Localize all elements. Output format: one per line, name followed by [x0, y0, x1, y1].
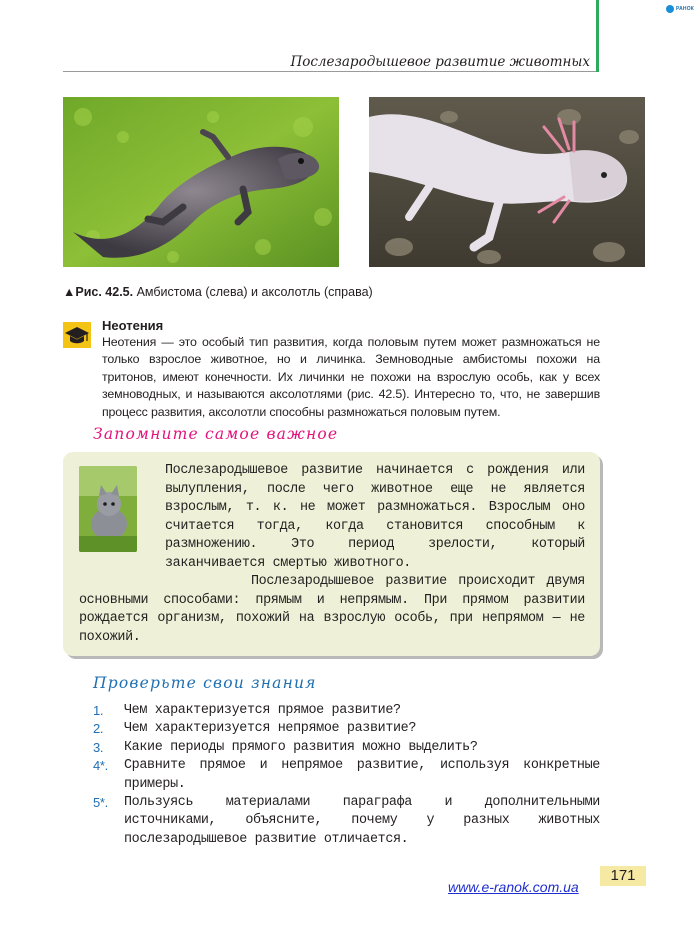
question-number: 3. [93, 739, 104, 755]
axolotl-photo [369, 97, 645, 267]
question-number: 5*. [93, 795, 108, 811]
summary-text [79, 462, 585, 647]
header-accent-bar [596, 0, 599, 72]
question-number: 1. [93, 703, 104, 718]
question-number: 4*. [93, 758, 108, 774]
page-number: 171 [600, 866, 646, 886]
figure-caption-label: ▲Рис. 42.5. [63, 285, 134, 299]
question-item [93, 794, 600, 849]
figure-caption [63, 285, 373, 299]
question-item [93, 757, 600, 794]
running-title: Послезародышевое развитие животных [290, 54, 590, 70]
question-text: Какие периоды прямого развития можно выделить? [124, 739, 478, 755]
check-heading: Проверьте свои знания [93, 674, 317, 692]
question-list [93, 702, 600, 849]
question-item [93, 702, 600, 720]
question-number: 2. [93, 721, 104, 737]
neoteny-text: Неотения — это особый тип развития, когда половым путем может размножаться не только взрослое животное, но и личинка. Земноводные амбистомы похожи на тритонов, имеют конечности. Их личинки не похожи на взрослую особь, как у всех земноводных, и называются аксолотлями (рис. 42.5). Интересно то, что, не завершив процесс развития, аксолотли способны размножаться половым путем. [102, 335, 600, 419]
figure-caption-text: Амбистома (слева) и аксолотль (справа) [136, 285, 373, 299]
neoteny-title: Неотения [102, 318, 164, 333]
question-text: Чем характеризуется прямое развитие? [124, 703, 401, 718]
question-text: Чем характеризуется непрямое развитие? [124, 721, 417, 737]
neoteny-block [102, 318, 600, 421]
ambystoma-photo [63, 97, 339, 267]
header-divider [63, 71, 596, 72]
summary-paragraph-1: Послезародышевое развитие начинается с рождения или вылупления, после чего животное еще не является взрослым, т. к. не может размножаться. Взрослым оно считается тогда, когда становится способным к размножению. Это период зрелости, который заканчивается смертью животного. [165, 463, 585, 571]
publisher-logo-icon [666, 5, 674, 13]
question-text: Пользуясь материалами параграфа и дополнительными источниками, объясните, почему у разных животных послезародышевое развитие отличается. [124, 795, 600, 847]
important-heading: Запомните самое важное [93, 425, 339, 443]
question-item [93, 720, 600, 738]
summary-paragraph-2: Послезародышевое развитие происходит двумя основными способами: прямым и непрямым. При прямом развитии рождается организм, похожий на взрослую особь, при непрямом — не похожий. [79, 574, 585, 645]
publisher-site-link[interactable]: www.e-ranok.com.ua [448, 879, 579, 895]
graduation-cap-icon [63, 322, 91, 348]
question-text: Сравните прямое и непрямое развитие, используя конкретные примеры. [124, 758, 600, 792]
question-item [93, 739, 600, 757]
publisher-logo-text: РАНОК [676, 6, 695, 12]
publisher-logo [666, 3, 700, 15]
